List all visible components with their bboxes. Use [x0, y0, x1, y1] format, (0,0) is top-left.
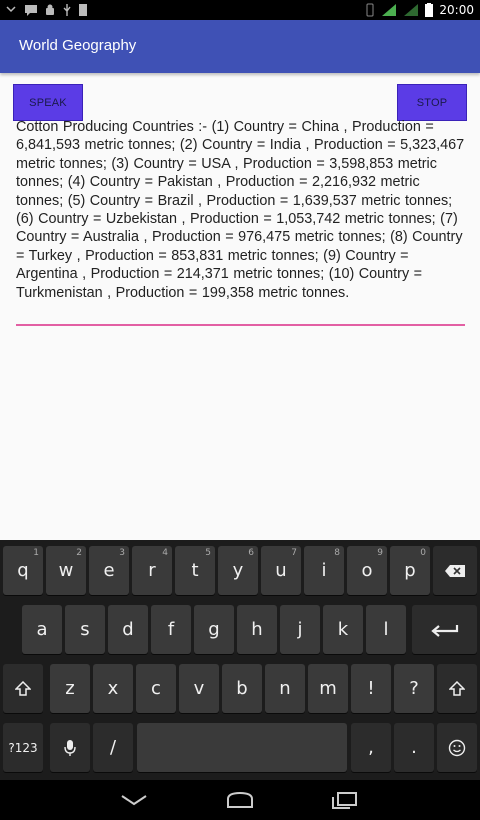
key-k[interactable]: k — [323, 605, 363, 654]
emoji-key[interactable] — [437, 723, 477, 772]
status-bar — [0, 0, 480, 20]
key-n[interactable]: n — [265, 664, 305, 713]
battery-icon — [425, 3, 433, 17]
key-g[interactable]: g — [194, 605, 234, 654]
text-input[interactable] — [16, 118, 465, 326]
speak-button[interactable]: SPEAK — [13, 84, 83, 121]
backspace-icon — [444, 564, 466, 578]
key-y[interactable]: y 6 — [218, 546, 258, 595]
key-l[interactable]: l — [366, 605, 406, 654]
symbols-key[interactable]: ?123 — [3, 723, 43, 772]
key-slash[interactable]: / — [93, 723, 133, 772]
status-time: 20:00 — [439, 3, 474, 17]
shift-icon — [449, 681, 465, 697]
key-s[interactable]: s — [65, 605, 105, 654]
enter-key[interactable] — [412, 605, 477, 654]
key-z[interactable]: z — [50, 664, 90, 713]
shift-icon — [15, 681, 31, 697]
key-t[interactable]: t 5 — [175, 546, 215, 595]
key-question[interactable]: ? — [394, 664, 434, 713]
missed-call-icon — [6, 4, 18, 16]
key-o[interactable]: o 9 — [347, 546, 387, 595]
recent-apps-button[interactable] — [324, 788, 364, 812]
message-icon — [24, 4, 38, 16]
back-chevron-icon — [120, 793, 148, 807]
voice-input-key[interactable] — [50, 723, 90, 772]
key-x[interactable]: x — [93, 664, 133, 713]
enter-icon — [431, 623, 459, 637]
notification-icons — [6, 2, 88, 18]
key-exclamation[interactable]: ! — [351, 664, 391, 713]
vibrate-icon — [365, 3, 375, 17]
key-v[interactable]: v — [179, 664, 219, 713]
key-u[interactable]: u 7 — [261, 546, 301, 595]
shift-key-right[interactable] — [437, 664, 477, 713]
navigation-bar — [0, 780, 480, 820]
stop-button[interactable]: STOP — [397, 84, 467, 121]
backspace-key[interactable] — [433, 546, 477, 595]
key-m[interactable]: m — [308, 664, 348, 713]
smiley-icon — [448, 739, 466, 757]
key-w[interactable]: w 2 — [46, 546, 86, 595]
signal-icon-secondary — [403, 3, 419, 17]
soft-keyboard — [0, 540, 480, 780]
key-comma[interactable]: , — [351, 723, 391, 772]
key-h[interactable]: h — [237, 605, 277, 654]
microphone-icon — [63, 739, 77, 757]
key-j[interactable]: j — [280, 605, 320, 654]
space-key[interactable] — [137, 723, 347, 772]
key-b[interactable]: b — [222, 664, 262, 713]
text-input-value: Cotton Producing Countries :- (1) Country = China , Production = 6,841,593 metric tonnes; (2) Country = India , Production = 5,323,467 metric tonnes; (3) Country = USA , Production = 3,598,853 metric tonnes; (4) Country = Pakistan , Production = 2,216,932 metric tonnes; (5) Country = Brazil , Production = 1,639,537 metric tonnes; (6) Country = Uzbekistan , Production = 1,053,742 metric tonnes; (7) Country = Australia , Production = 976,475 metric tonnes; (8) Country = Turkey , Production = 853,831 metric tonnes; (9) Country = Argentina , Production = 214,371 metric tonnes; (10) Country = Turkmenistan , Production = 199,358 metric tonnes. — [16, 119, 465, 301]
signal-icon — [381, 3, 397, 17]
key-d[interactable]: d — [108, 605, 148, 654]
back-button[interactable] — [114, 788, 154, 812]
system-icons — [365, 1, 474, 19]
key-r[interactable]: r 4 — [132, 546, 172, 595]
key-i[interactable]: i 8 — [304, 546, 344, 595]
key-c[interactable]: c — [136, 664, 176, 713]
key-period[interactable]: . — [394, 723, 434, 772]
recent-apps-icon — [330, 791, 358, 809]
home-button[interactable] — [220, 788, 260, 812]
key-q[interactable]: q 1 — [3, 546, 43, 595]
app-bar — [0, 20, 480, 73]
key-a[interactable]: a — [22, 605, 62, 654]
android-icon — [44, 4, 56, 16]
home-icon — [225, 791, 255, 809]
key-e[interactable]: e 3 — [89, 546, 129, 595]
usb-icon — [62, 3, 72, 17]
sd-card-icon — [78, 3, 88, 17]
key-f[interactable]: f — [151, 605, 191, 654]
shift-key-left[interactable] — [3, 664, 43, 713]
app-title: World Geography — [19, 37, 137, 54]
key-p[interactable]: p 0 — [390, 546, 430, 595]
